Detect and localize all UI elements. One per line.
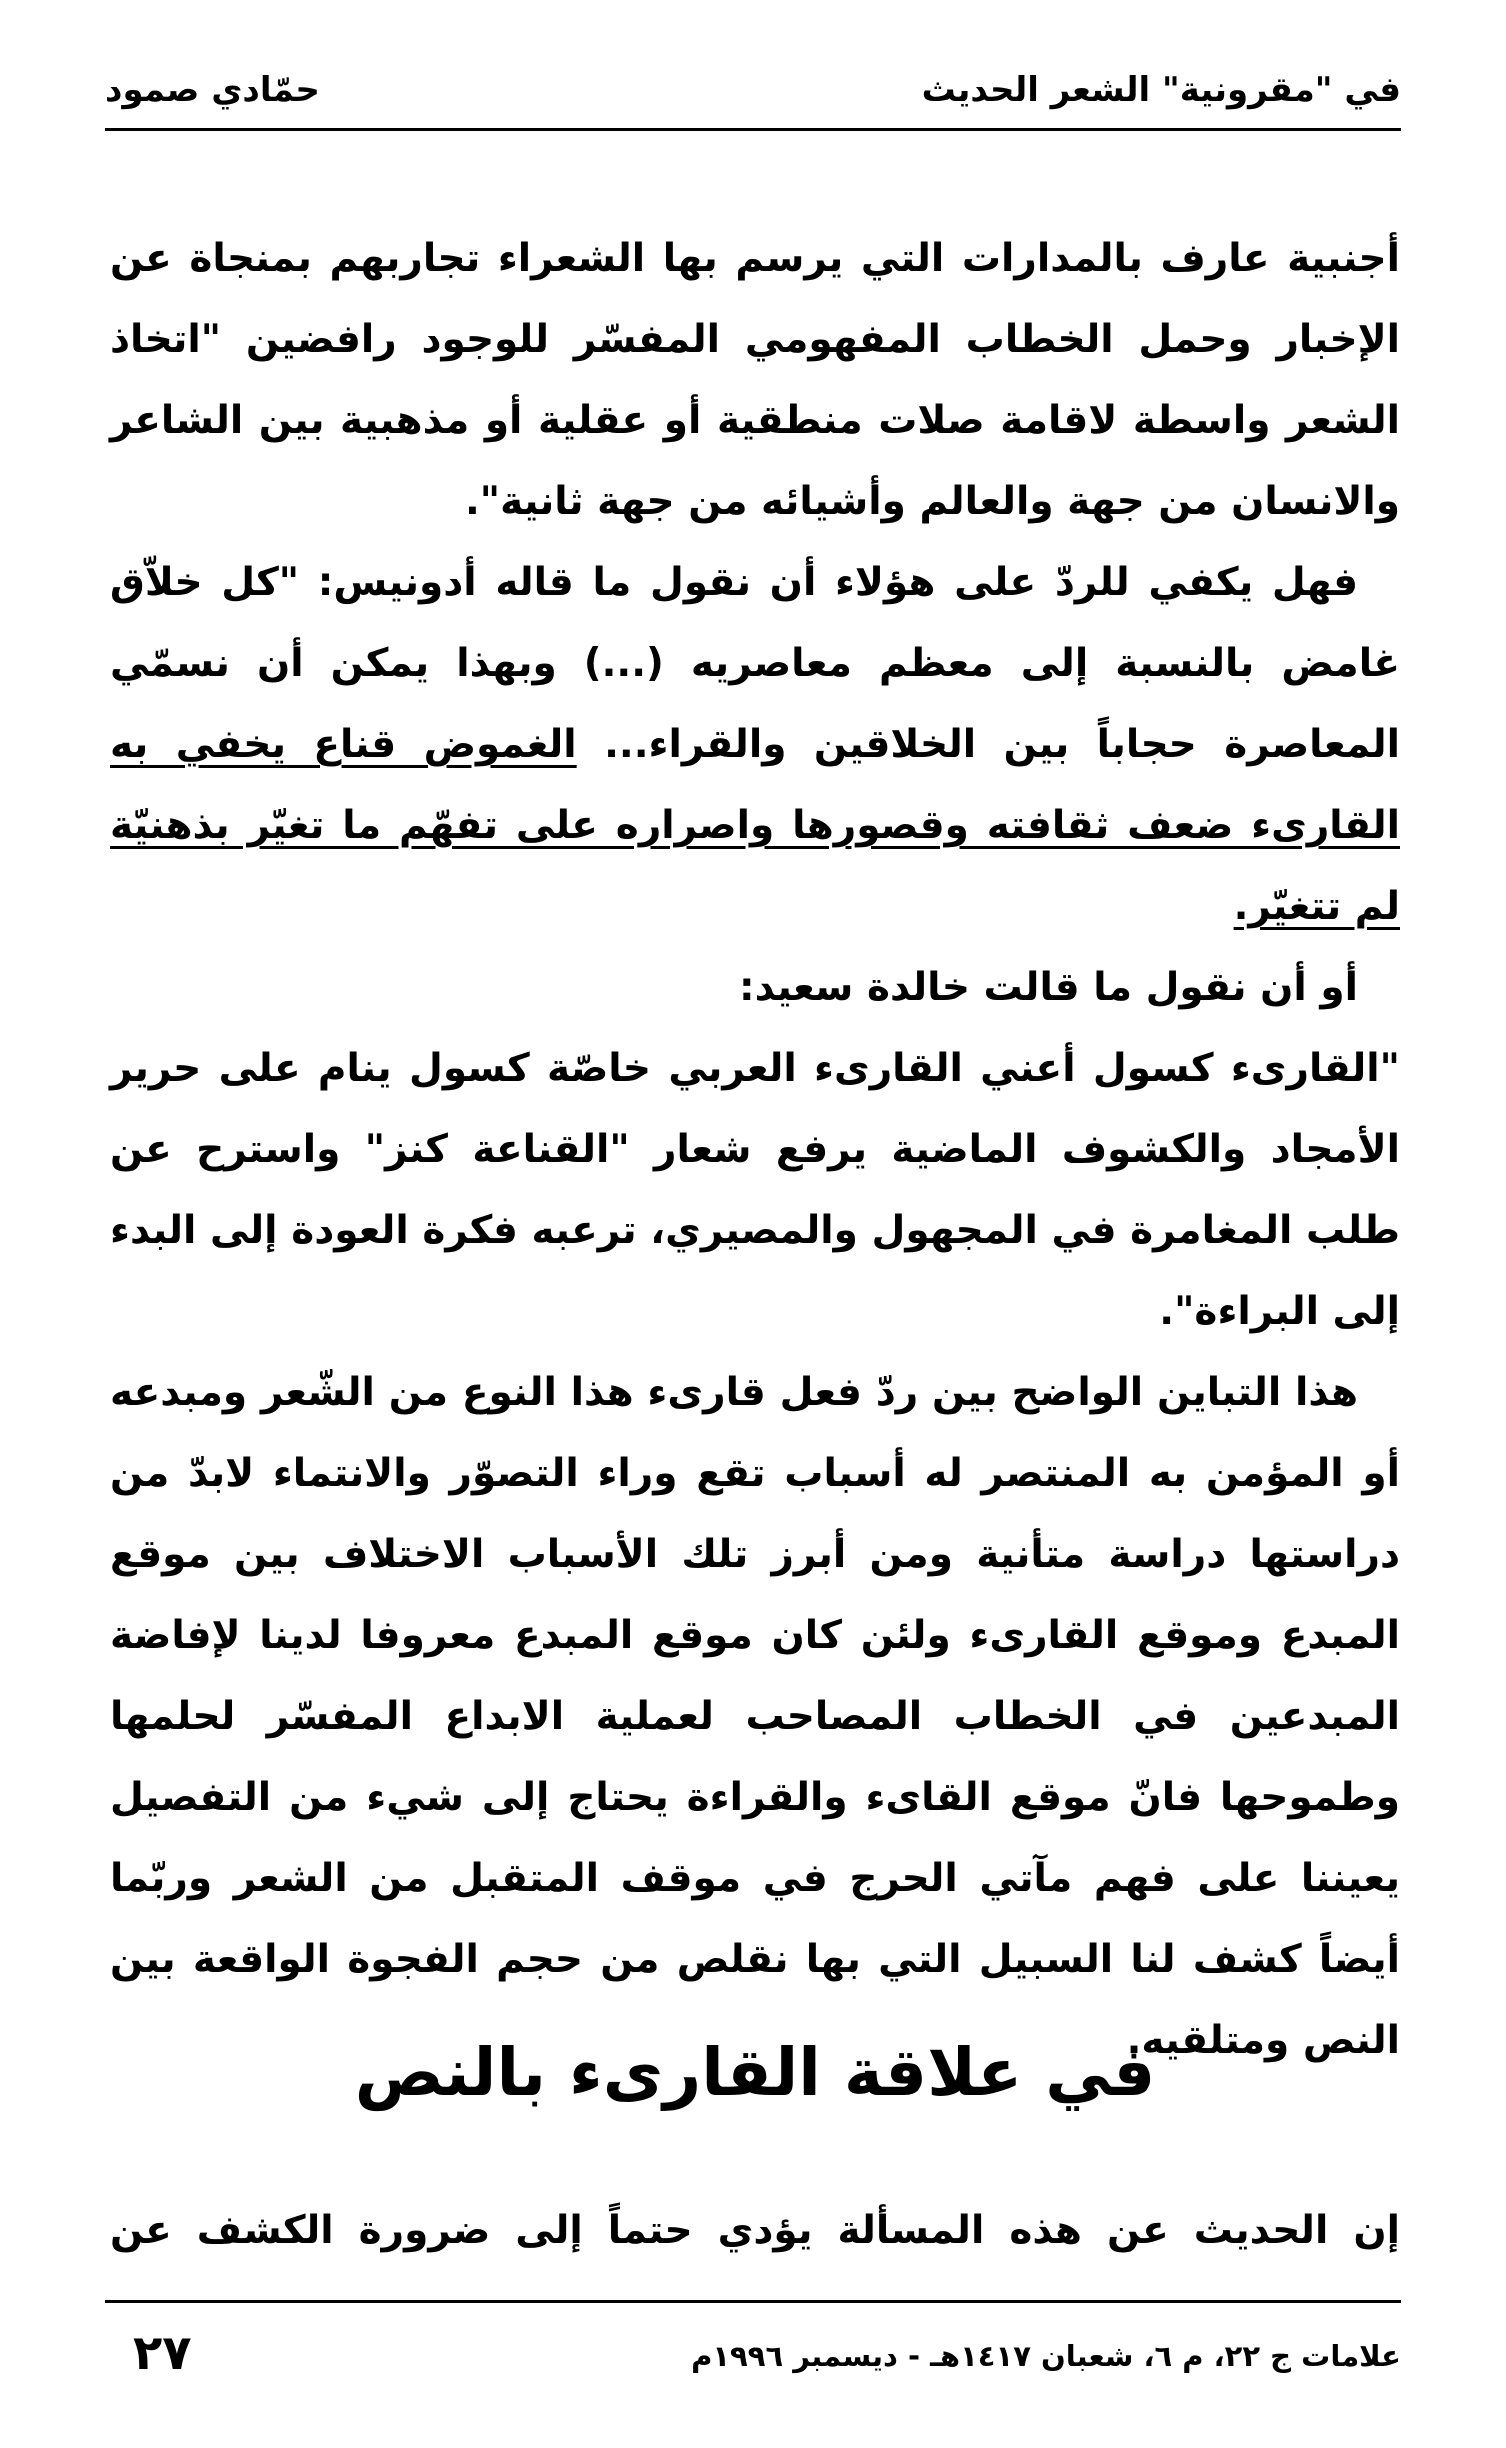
paragraph-4: "القارىء كسول أعني القارىء العربي خاصّة كسول ينام على حرير الأمجاد والكشوف الماضية يرفع شعار "القناعة كنز" واسترح عن طلب المغامرة في المجهول والمصيري، ترعبه فكرة العودة إلى البدء إلى البراءة".	[110, 1046, 1400, 1334]
section-heading: في علاقة القارىء بالنص	[354, 2034, 1156, 2111]
paragraph-5: هذا التباين الواضح بين ردّ فعل قارىء هذا النوع من الشّعر ومبدعه أو المؤمن به المنتصر له أسباب تقع وراء التصوّر والانتماء لابدّ من دراستها دراسة متأنية ومن أبرز تلك الأسباب الاختلاف بين موقع المبدع وموقع القارىء ولئن كان موقع المبدع معروفا لدينا لإفاضة المبدعين في الخطاب المصاحب لعملية الابداع المفسّر لحلمها وطموحها فانّ موقع القاىء والقراءة يحتاج إلى شيء من التفصيل يعيننا على فهم مآتي الحرج في موقف المتقبل من الشعر وربّما أيضاً كشف لنا السبيل التي بها نقلص من حجم الفجوة الواقعة بين النص ومتلقيه.	[110, 1370, 1400, 2063]
paragraph-2	[110, 542, 1400, 947]
journal-issue: علامات ج ٢٢، م ٦، شعبان ١٤١٧هـ - ديسمبر ١٩٩٦م	[691, 2339, 1401, 2373]
running-header	[105, 62, 1401, 122]
running-footer	[105, 2325, 1401, 2395]
running-title: في "مقرونية" الشعر الحديث	[921, 70, 1401, 110]
article-body	[110, 218, 1400, 2081]
footer-divider	[105, 2300, 1401, 2303]
paragraph-3: أو أن نقول ما قالت خالدة سعيد:	[739, 965, 1358, 1010]
adonis-quote: فهل يكفي للردّ على هؤلاء أن نقول ما قاله أدونيس: "كل خلاّق غامض بالنسبة إلى معظم معاصريه (...) وبهذا يمكن أن نسمّي المعاصرة حجاباً بين الخلاقين والقراء...	[110, 560, 1400, 767]
page-number: ٢٧	[133, 2325, 192, 2381]
header-divider	[105, 128, 1401, 131]
underlined-quote: الغموض قناع يخفي به القارىء ضعف ثقافته وقصورها واصراره على تفهّم ما تغيّر بذهنيّة لم تتغيّر.	[110, 722, 1400, 929]
paragraph-1: أجنبية عارف بالمدارات التي يرسم بها الشعراء تجاربهم بمنجاة عن الإخبار وحمل الخطاب المفهومي المفسّر للوجود رافضين "اتخاذ الشعر واسطة لاقامة صلات منطقية أو عقلية أو مذهبية بين الشاعر والانسان من جهة والعالم وأشيائه من جهة ثانية".	[110, 236, 1400, 524]
running-author: حمّادي صمود	[105, 70, 320, 110]
section-paragraph-1: إن الحديث عن هذه المسألة يؤدي حتماً إلى ضرورة الكشف عن	[110, 2208, 1400, 2253]
